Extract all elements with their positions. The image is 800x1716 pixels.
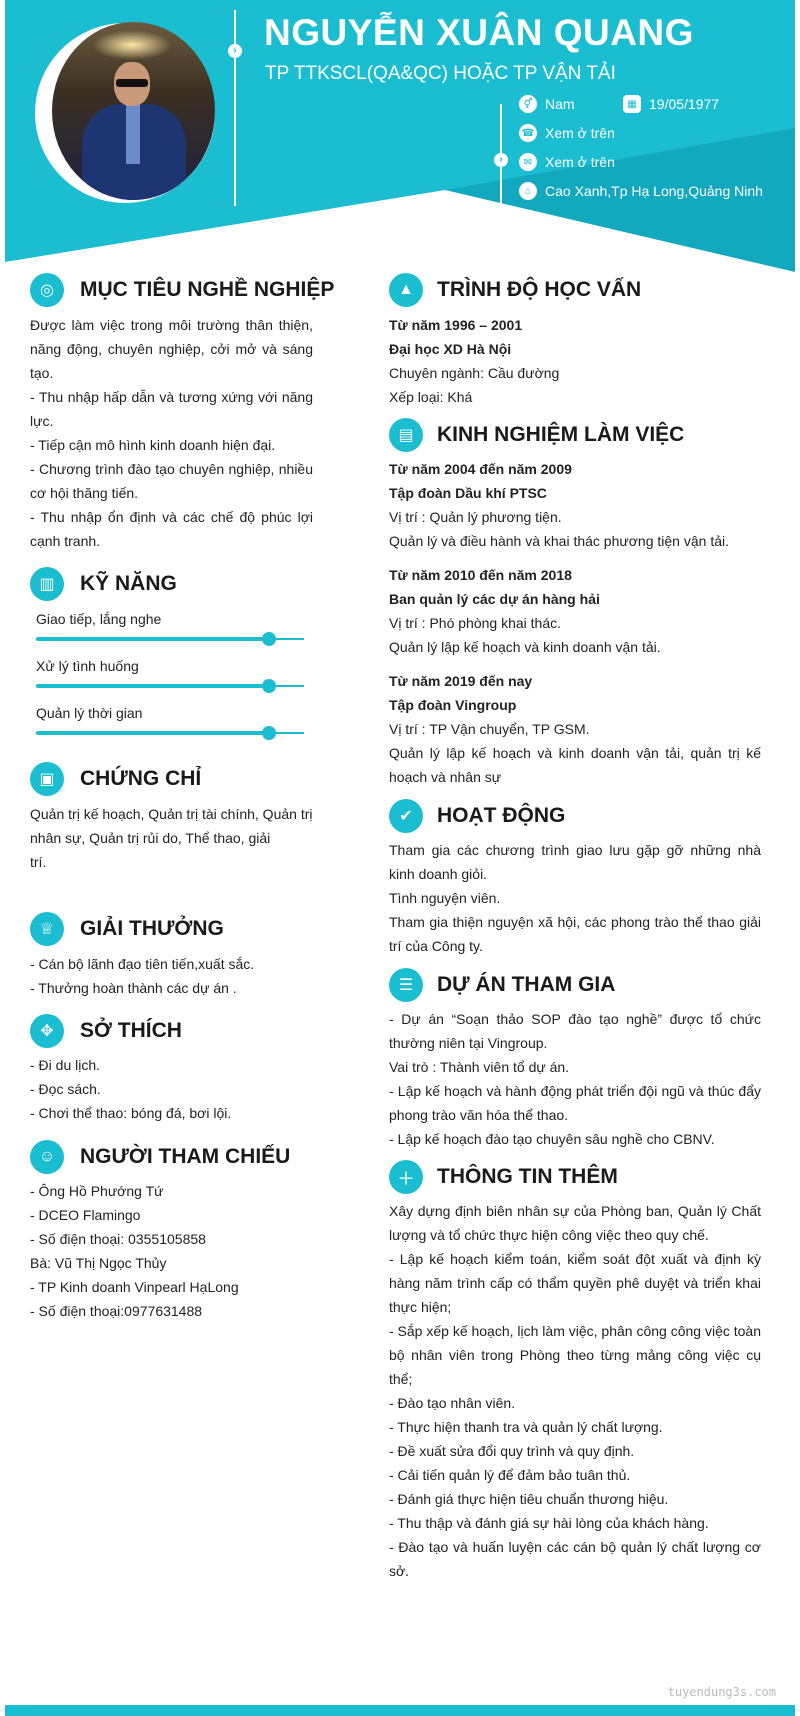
thumbs-up-icon: ✔ (389, 799, 423, 833)
activities-heading: ✔ HOẠT ĐỘNG (389, 799, 565, 833)
skill-level-knob (262, 679, 276, 693)
briefcase-icon: ▤ (389, 418, 423, 452)
certificate-icon: ▣ (30, 762, 64, 796)
address-value: Cao Xanh,Tp Hạ Long,Quảng Ninh (545, 183, 763, 199)
candidate-title: TP TTKSCL(QA&QC) HOẶC TP VẬN TẢI (265, 63, 616, 84)
trophy-icon: ♕ (30, 912, 64, 946)
chevron-right-icon: › (494, 153, 508, 167)
graduation-cap-icon: ▲ (389, 273, 423, 307)
activities-text: Tham gia các chương trình giao lưu gặp gỡ những nhà kinh doanh giỏi. Tình nguyện viên. Tham gia thiện nguyện xã hội, các phong trào thể thao giải trí của Công ty. (389, 842, 761, 954)
birthday-info (623, 95, 719, 113)
phone-icon: ☎ (519, 124, 537, 142)
skills-heading: ▥ KỸ NĂNG (30, 567, 177, 601)
objective-text: Được làm việc trong môi trường thân thiện, năng động, chuyên nghiệp, cởi mở và sáng tạo. - Thu nhập hấp dẫn và tương xứng với năng lực. - Tiếp cận mô hình kinh doanh hiện đại. - Chương trình đào tạo chuyên nghiệp, nhiều cơ hội thăng tiến. - Thu nhập ổn định và các chế độ phúc lợi cạnh tranh. (30, 317, 313, 549)
gender-info (519, 95, 575, 113)
calendar-icon: ▦ (623, 95, 641, 113)
home-icon: ⌂ (519, 182, 537, 200)
objective-heading: ◎ MỤC TIÊU NGHỀ NGHIỆP (30, 273, 334, 307)
plus-circle-icon: ＋ (389, 1160, 423, 1194)
references-text: - Ông Hồ Phướng Tứ - DCEO Flamingo - Số điện thoại: 0355105858 Bà: Vũ Thị Ngọc Thủy - TP Kinh doanh Vinpearl HạLong - Số điện thoại:0977631488 (30, 1183, 239, 1319)
awards-text: - Cán bộ lãnh đạo tiên tiến,xuất sắc. - Thưởng hoàn thành các dự án . (30, 956, 255, 996)
awards-heading: ♕ GIẢI THƯỞNG (30, 912, 224, 946)
email-value: Xem ở trên (545, 154, 615, 170)
education-text: Từ năm 1996 – 2001 Đại học XD Hà Nội Chuyên ngành: Cầu đường Xếp loại: Khá (389, 317, 560, 405)
gender-icon: ⚥ (519, 95, 537, 113)
watermark: tuyendung3s.com (667, 1685, 776, 1699)
skill-level-knob (262, 632, 276, 646)
gamepad-icon: ✥ (30, 1014, 64, 1048)
footer-bar (5, 1705, 795, 1716)
certificates-heading: ▣ CHỨNG CHỈ (30, 762, 201, 796)
user-icon: ☺ (30, 1140, 64, 1174)
chevron-right-icon: › (228, 44, 242, 58)
gender-value: Nam (545, 96, 575, 112)
projects-text: - Dự án “Soạn thảo SOP đào tạo nghề” được tổ chức thường niên tại Vingroup. Vai trò : Thành viên tổ dự án. - Lập kế hoạch và hành động phát triển đội ngũ và thúc đẩy phong trào văn hóa thể thao. - Lập kế hoạch đào tạo chuyên sâu nghề cho CBNV. (389, 1011, 761, 1147)
certificates-text: Quản trị kế hoạch, Quản trị tài chính, Quản trị nhân sự, Quản trị rủi do, Thể thao, giải trí. (30, 806, 313, 870)
avatar (52, 22, 215, 200)
projects-heading: ☰ DỰ ÁN THAM GIA (389, 968, 615, 1002)
email-icon: ✉ (519, 153, 537, 171)
phone-value: Xem ở trên (545, 125, 615, 141)
header-divider (234, 10, 236, 206)
skill-level-knob (262, 726, 276, 740)
hobbies-text: - Đi du lịch. - Đọc sách. - Chơi thể thao: bóng đá, bơi lội. (30, 1057, 232, 1121)
email-info (519, 153, 615, 171)
bar-chart-icon: ▥ (30, 567, 64, 601)
experience-job: Từ năm 2004 đến năm 2009 Tập đoàn Dầu khí PTSC Vị trí : Quản lý phương tiện. Quản lý và điều hành và khai thác phương tiện vận tải. (389, 461, 729, 549)
birthday-value: 19/05/1977 (649, 96, 720, 112)
experience-job: Từ năm 2010 đến năm 2018 Ban quản lý các dự án hàng hải Vị trí : Phó phòng khai thác. Quản lý lập kế hoạch và kinh doanh vận tải. (389, 567, 661, 655)
skill-item: Quản lý thời gian (36, 704, 304, 734)
skill-item: Xử lý tình huống (36, 657, 304, 687)
address-info (519, 182, 763, 200)
target-icon: ◎ (30, 273, 64, 307)
experience-job: Từ năm 2019 đến nay Tập đoàn Vingroup Vị trí : TP Vận chuyển, TP GSM. Quản lý lập kế hoạch và kinh doanh vận tải, quản trị kế hoạch và nhân sự (389, 673, 761, 785)
hobbies-heading: ✥ SỞ THÍCH (30, 1014, 182, 1048)
additional-info-heading: ＋ THÔNG TIN THÊM (389, 1160, 618, 1194)
checklist-icon: ☰ (389, 968, 423, 1002)
phone-info (519, 124, 615, 142)
experience-heading: ▤ KINH NGHIỆM LÀM VIỆC (389, 418, 684, 452)
additional-info-text: Xây dựng định biên nhân sự của Phòng ban, Quản lý Chất lượng và tổ chức thực hiện công việc theo quy chế. - Lập kế hoạch kiểm toán, kiểm soát đột xuất và định kỳ hàng năm trình cấp có thẩm quyền phê duyệt và triển khai thực hiện; - Sắp xếp kế hoạch, lịch làm việc, phân công công việc toàn bộ nhân viên trong Phòng theo từng mảng công việc cụ thể; - Đào tạo nhân viên. - Thực hiện thanh tra và quản lý chất lượng. - Đề xuất sửa đổi quy trình và quy định. - Cải tiến quản lý để đảm bảo tuân thủ. - Đánh giá thực hiện tiêu chuẩn thương hiệu. - Thu thập và đánh giá sự hài lòng của khách hàng. - Đào tạo và huấn luyện các cán bộ quản lý chất lượng cơ sở. (389, 1203, 761, 1579)
skill-item: Giao tiếp, lắng nghe (36, 610, 304, 640)
candidate-name: NGUYỄN XUÂN QUANG (264, 12, 694, 53)
education-heading: ▲ TRÌNH ĐỘ HỌC VẤN (389, 273, 641, 307)
references-heading: ☺ NGƯỜI THAM CHIẾU (30, 1140, 290, 1174)
